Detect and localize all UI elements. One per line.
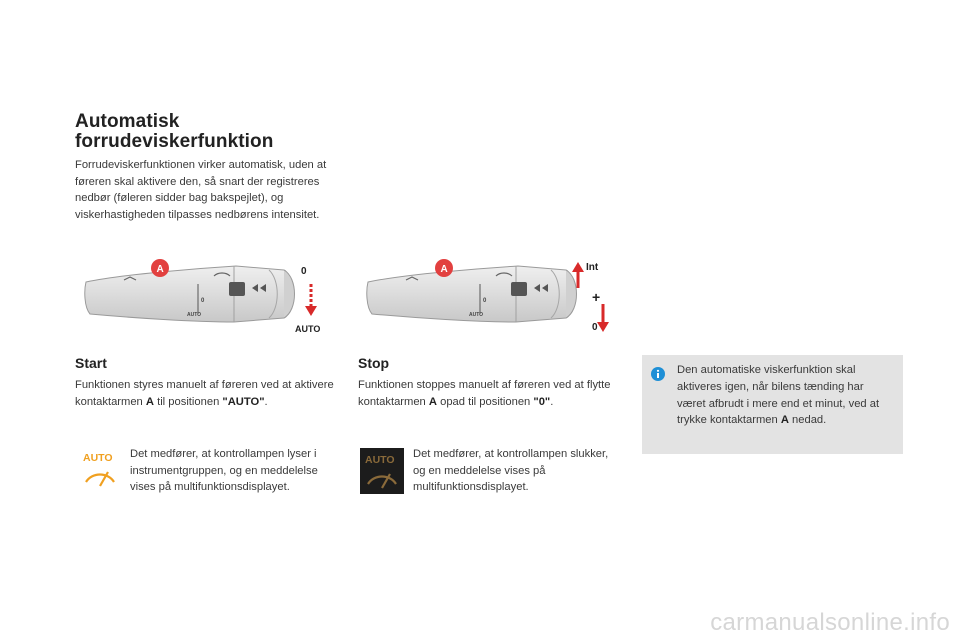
wiper-stalk-stop-figure <box>366 252 622 340</box>
intro-paragraph: Forrudeviskerfunktionen virker automatisk, uden at føreren skal aktivere den, så snart der registreres nedbør (føleren sidder bag bakspejlet), og viskerhastigheden tilpasses nedbørens intensitet. <box>75 159 327 221</box>
wiper-stalk-auto-figure <box>84 252 340 340</box>
start-note: Det medfører, at kontrollampen lyser i instrumentgruppen, og en meddelelse vises på multifunktionsdisplayet. <box>130 448 318 494</box>
stalk-mark-zero: 0 <box>201 298 205 304</box>
position-zero-label: 0 <box>592 322 598 333</box>
lamp-auto-label: AUTO <box>365 454 395 466</box>
stop-paragraph: Funktionen stoppes manuelt af føreren ved at flytte kontaktarmen A opad til positionen "0". <box>358 379 611 408</box>
svg-text:A: A <box>440 264 448 275</box>
stalk-mark-zero: 0 <box>483 298 487 304</box>
watermark: carmanualsonline.info <box>710 609 950 636</box>
stalk-mark-auto: AUTO <box>187 312 202 318</box>
auto-wiper-lamp-on-icon <box>80 448 120 492</box>
stop-note: Det medfører, at kontrollampen slukker, og en meddelelse vises på multifunktionsdisplayet. <box>413 448 609 494</box>
position-plus-label: + <box>592 289 601 305</box>
position-int-label: Int <box>586 262 599 273</box>
start-heading: Start <box>75 355 107 371</box>
auto-wiper-lamp-off-icon <box>360 448 404 494</box>
info-text: Den automatiske viskerfunktion skal aktiveres igen, når bilens tænding har været afbrudt i mere end et minut, ved at trykke kontaktarmen A nedad. <box>677 364 880 427</box>
lamp-auto-label: AUTO <box>83 452 113 464</box>
page-title <box>75 112 273 152</box>
svg-text:A: A <box>156 264 164 275</box>
page-title-line1: Automatisk <box>75 111 180 132</box>
start-paragraph: Funktionen styres manuelt af føreren ved at aktivere kontaktarmen A til positionen "AUTO". <box>75 379 334 408</box>
stalk-mark-auto: AUTO <box>469 312 484 318</box>
position-auto-label: AUTO <box>295 324 321 334</box>
label-a-icon <box>435 259 453 277</box>
page-title-line2: forrudeviskerfunktion <box>75 131 274 152</box>
stalk-button-icon <box>511 282 527 296</box>
stop-heading: Stop <box>358 355 390 371</box>
position-zero-label: 0 <box>301 266 307 277</box>
stalk-button-icon <box>229 282 245 296</box>
info-icon <box>651 367 665 381</box>
label-a-icon <box>151 259 169 277</box>
